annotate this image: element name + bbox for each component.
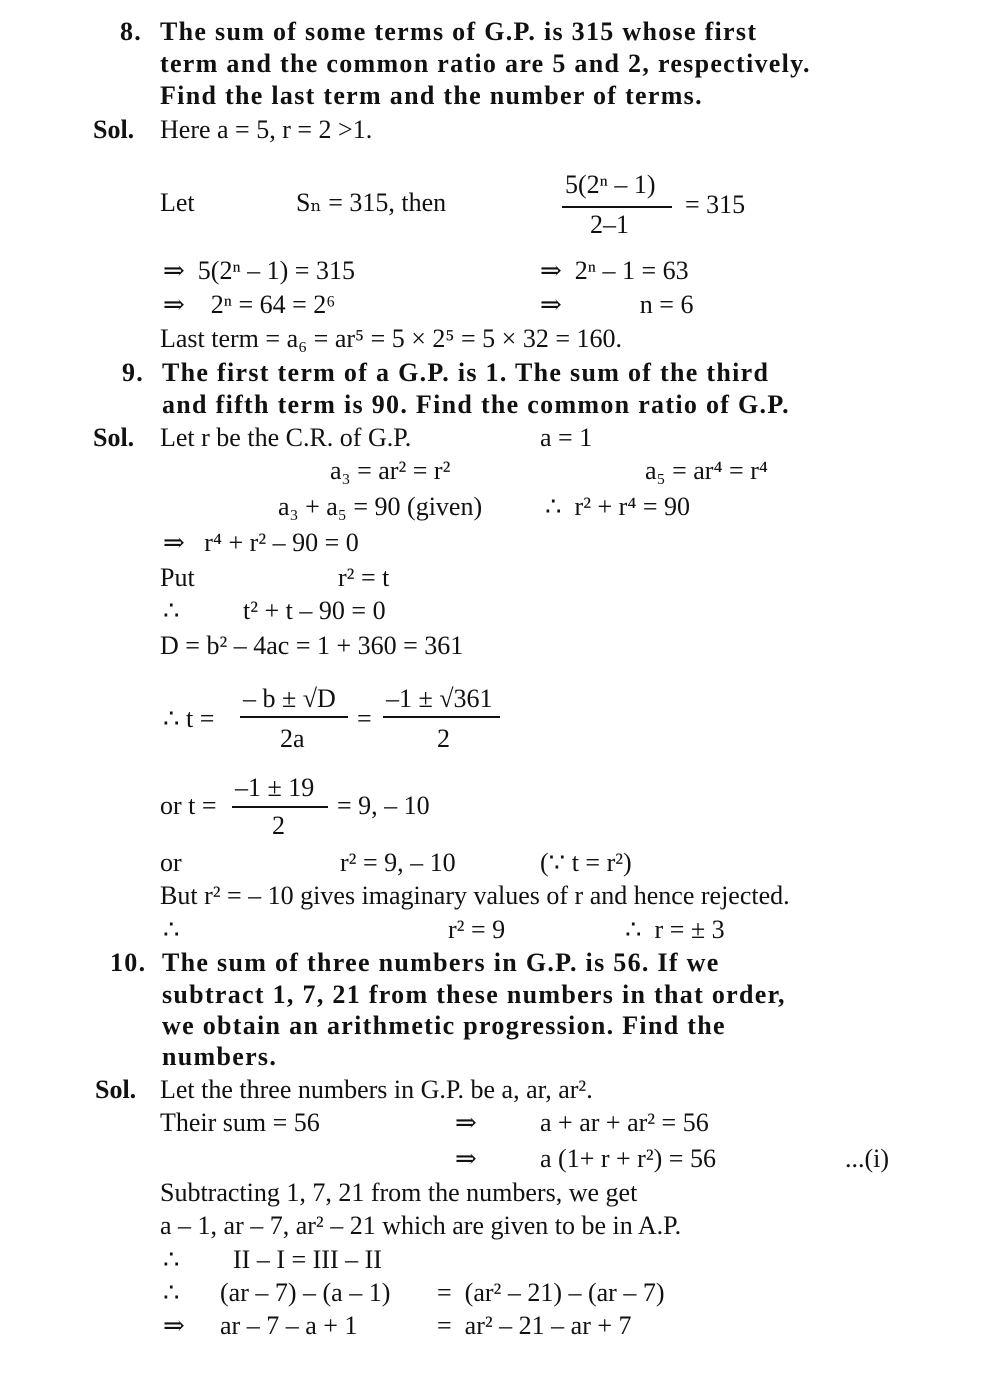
question-9-line: and fifth term is 90. Find the common ratio of G.P.	[162, 390, 790, 419]
math-text: a₅ = ar⁴ = r⁴	[645, 456, 768, 485]
math-text: t² + t – 90 = 0	[243, 596, 386, 625]
question-10-line: The sum of three numbers in G.P. is 56. If we	[162, 948, 720, 977]
therefore-symbol: ∴	[163, 596, 180, 625]
math-line: Let the three numbers in G.P. be a, ar, ar².	[160, 1075, 593, 1104]
math-text: or	[160, 848, 182, 877]
fraction-denominator: 2	[272, 811, 285, 840]
fraction-bar	[232, 806, 328, 808]
equation-reference: ...(i)	[845, 1144, 890, 1173]
question-9-number: 9.	[122, 358, 145, 387]
math-line: Subtracting 1, 7, 21 from the numbers, we get	[160, 1178, 638, 1207]
math-text: Sₙ = 315, then	[296, 188, 447, 217]
math-line: ⇒ 2ⁿ = 64 = 2⁶	[163, 290, 336, 319]
math-line: ⇒ 2ⁿ – 1 = 63	[540, 256, 689, 285]
math-text: II – I = III – II	[233, 1245, 382, 1274]
math-text: = 9, – 10	[337, 791, 430, 820]
math-text: r² = 9	[448, 915, 506, 944]
math-text: ∴ t =	[163, 704, 215, 733]
solution-label: Sol.	[93, 423, 135, 452]
math-text: (∵ t = r²)	[540, 848, 632, 877]
fraction-denominator: 2–1	[590, 210, 629, 239]
math-line: ⇒ r⁴ + r² – 90 = 0	[163, 528, 359, 557]
math-text: r² = t	[338, 563, 390, 592]
implies-symbol: ⇒	[455, 1144, 477, 1173]
math-line: ⇒ 5(2ⁿ – 1) = 315	[163, 256, 355, 285]
question-8-line: Find the last term and the number of terms.	[160, 81, 703, 110]
math-line: But r² = – 10 gives imaginary values of r and hence rejected.	[160, 881, 790, 910]
math-line: D = b² – 4ac = 1 + 360 = 361	[160, 631, 464, 660]
solution-label: Sol.	[93, 115, 135, 144]
math-line: Here a = 5, r = 2 >1.	[160, 115, 373, 144]
solution-label: Sol.	[95, 1075, 137, 1104]
question-10-line: we obtain an arithmetic progression. Find the	[162, 1011, 726, 1040]
fraction-numerator: –1 ± 19	[235, 773, 315, 802]
fraction-numerator: 5(2ⁿ – 1)	[565, 170, 656, 199]
math-text: a₃ = ar² = r²	[330, 456, 451, 485]
therefore-symbol: ∴	[163, 1278, 180, 1307]
math-text: a (1+ r + r²) = 56	[540, 1144, 716, 1173]
question-10-number: 10.	[110, 948, 147, 977]
math-text: ∴ r = ± 3	[625, 915, 725, 944]
implies-symbol: ⇒	[455, 1108, 477, 1137]
therefore-symbol: ∴	[163, 915, 180, 944]
fraction-bar	[240, 716, 348, 718]
question-8-line: The sum of some terms of G.P. is 315 whose first	[160, 17, 758, 46]
math-text: Let	[160, 188, 195, 217]
math-text: ar – 7 – a + 1	[220, 1311, 358, 1340]
question-10-line: numbers.	[162, 1042, 278, 1071]
fraction-bar	[383, 716, 500, 718]
therefore-symbol: ∴	[163, 1245, 180, 1274]
math-text: ∴ r² + r⁴ = 90	[545, 492, 691, 521]
math-text: a = 1	[540, 423, 593, 452]
math-line: ⇒ n = 6	[540, 290, 694, 319]
question-10-line: subtract 1, 7, 21 from these numbers in that order,	[162, 980, 786, 1009]
math-line: Last term = a₆ = ar⁵ = 5 × 2⁵ = 5 × 32 = 160.	[160, 324, 622, 353]
math-text: r² = 9, – 10	[340, 848, 456, 877]
math-text: a + ar + ar² = 56	[540, 1108, 709, 1137]
fraction-numerator: – b ± √D	[243, 684, 336, 713]
math-text: = 315	[685, 190, 746, 219]
math-text: (ar – 7) – (a – 1)	[220, 1278, 391, 1307]
fraction-bar	[562, 206, 672, 208]
question-8-line: term and the common ratio are 5 and 2, respectively.	[160, 49, 811, 78]
math-text: or t =	[160, 791, 217, 820]
question-9-line: The first term of a G.P. is 1. The sum of the third	[162, 358, 770, 387]
fraction-numerator: –1 ± √361	[386, 684, 493, 713]
fraction-denominator: 2a	[280, 724, 305, 753]
math-text: Put	[160, 563, 195, 592]
math-text: =	[357, 704, 372, 733]
math-text: Their sum = 56	[160, 1108, 320, 1137]
math-line: a – 1, ar – 7, ar² – 21 which are given to be in A.P.	[160, 1211, 682, 1240]
math-text: = (ar² – 21) – (ar – 7)	[437, 1278, 665, 1307]
question-8-number: 8.	[120, 17, 143, 46]
math-text: a₃ + a₅ = 90 (given)	[278, 492, 483, 521]
math-text: Let r be the C.R. of G.P.	[160, 423, 412, 452]
fraction-denominator: 2	[437, 724, 450, 753]
implies-symbol: ⇒	[163, 1311, 185, 1340]
math-text: = ar² – 21 – ar + 7	[437, 1311, 632, 1340]
